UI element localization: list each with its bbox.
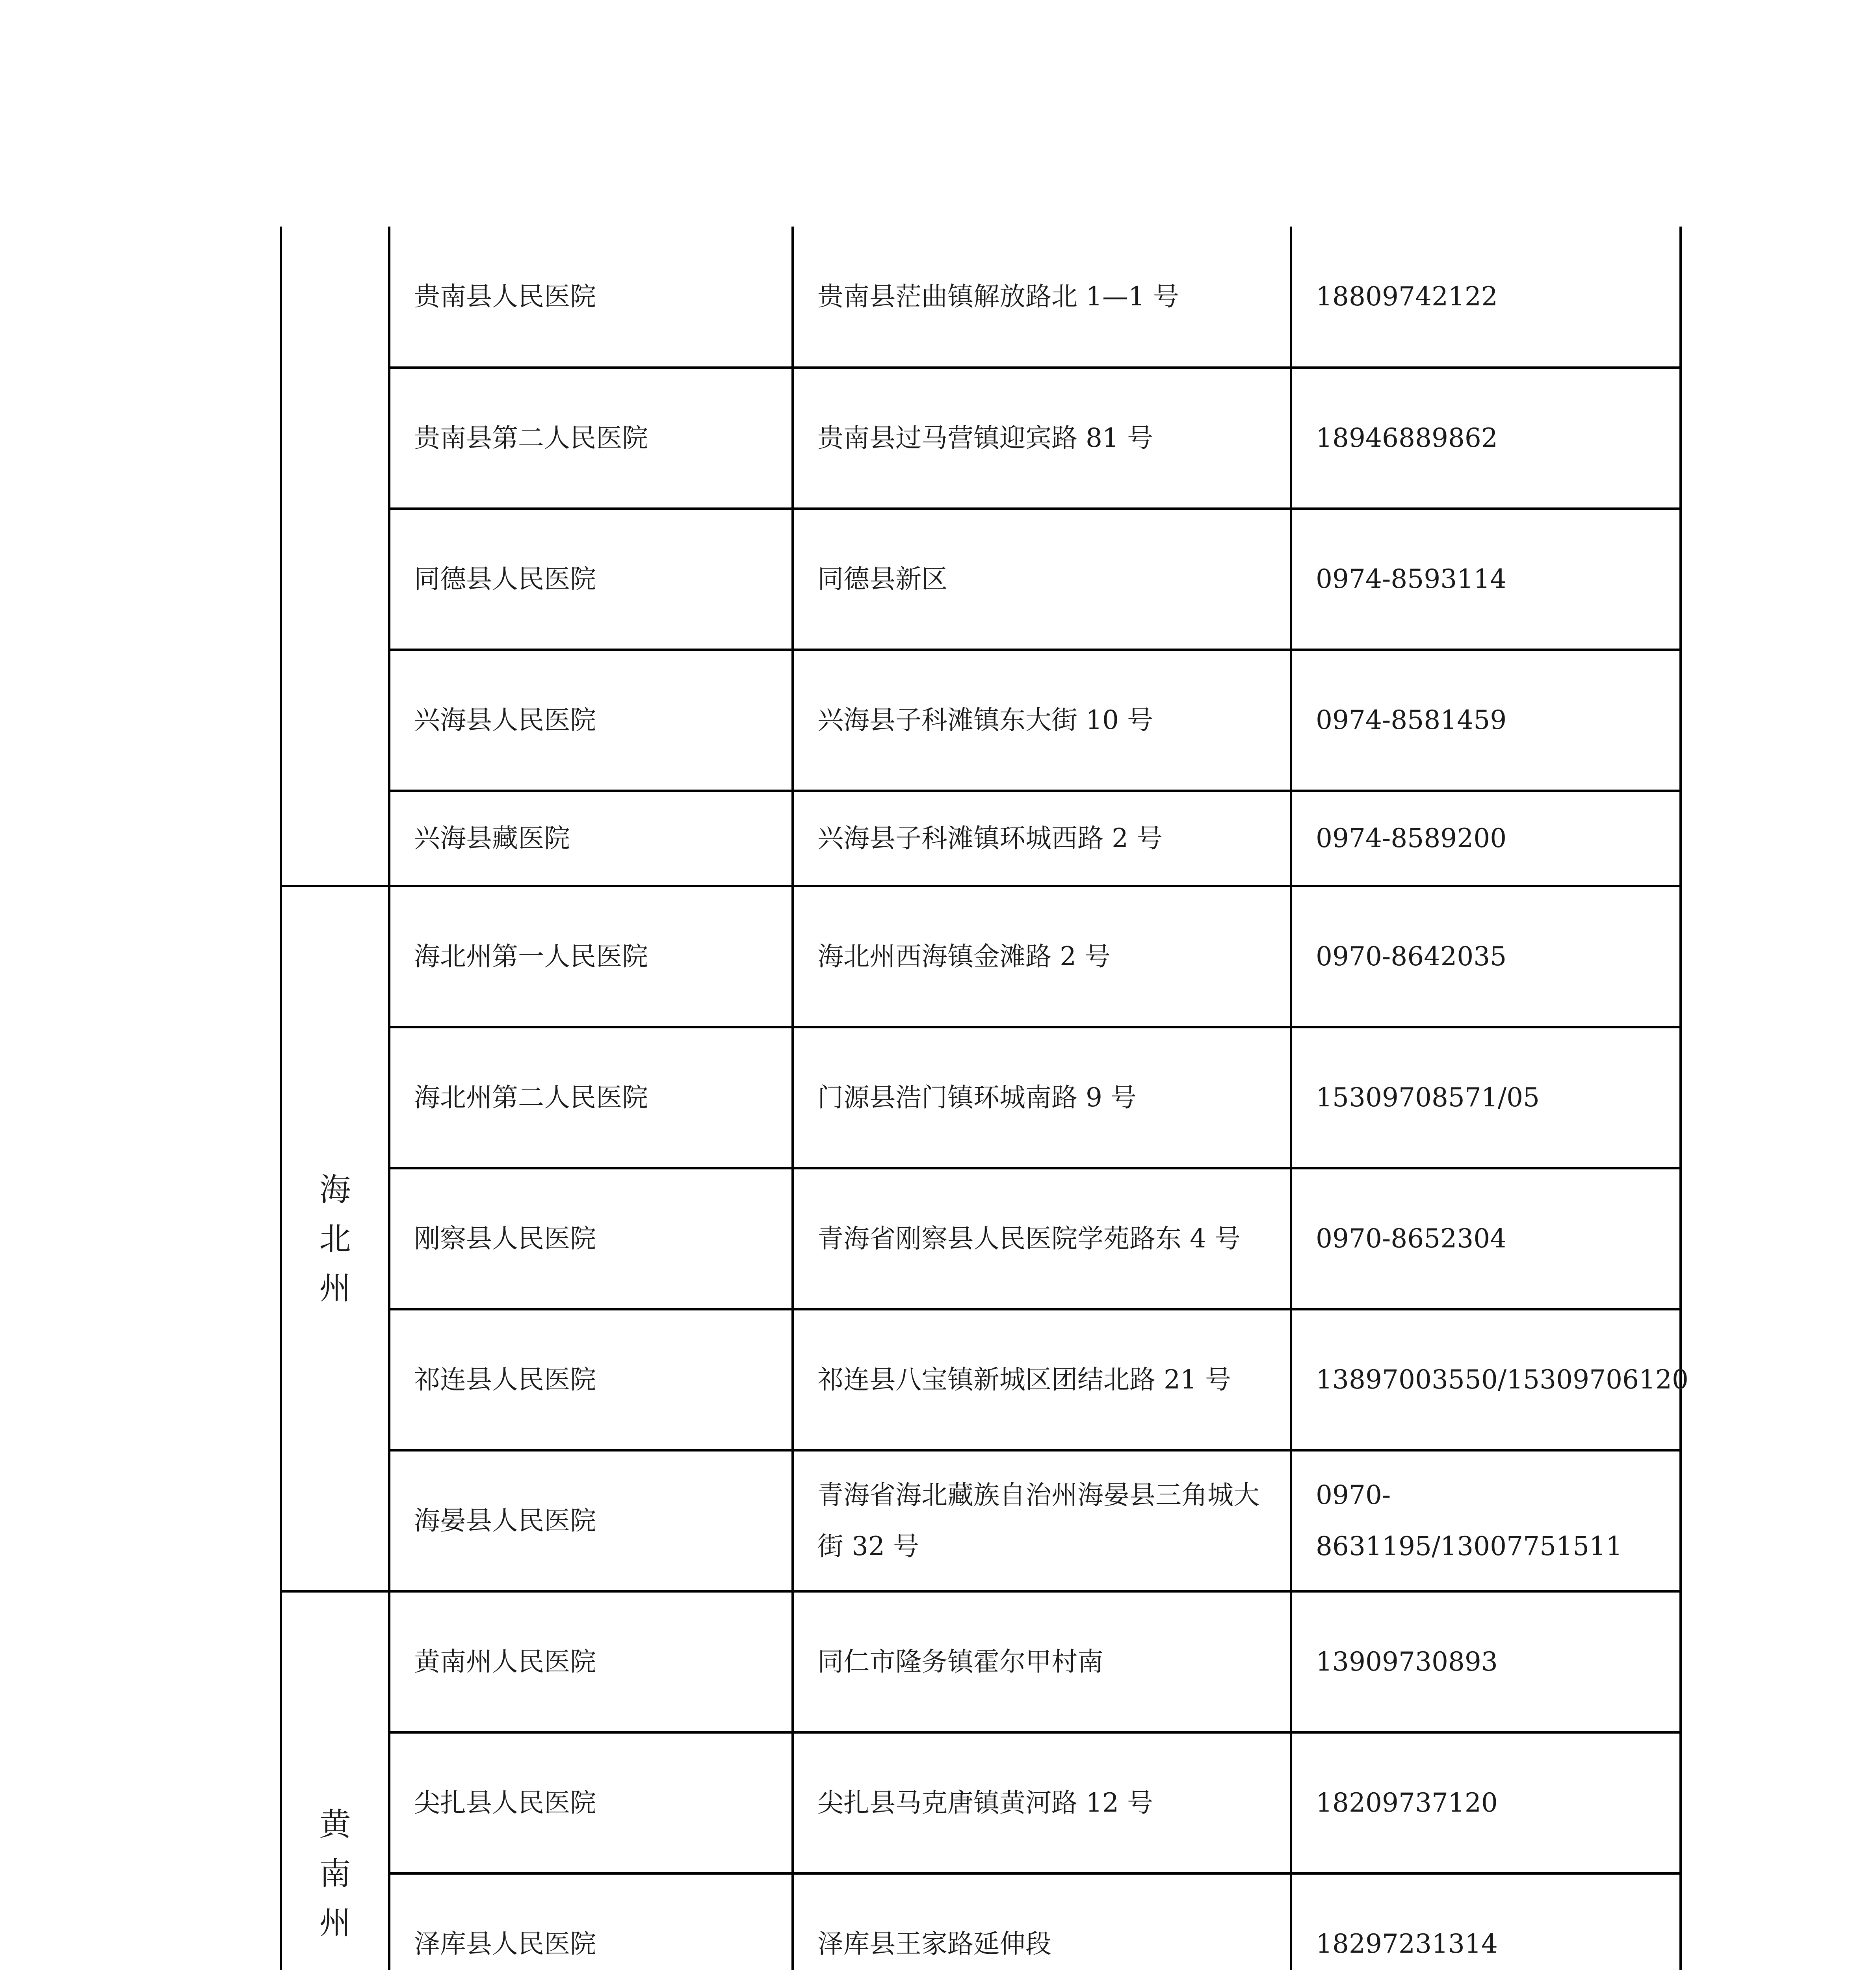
hospital-name-cell: 海北州第二人民医院 — [389, 1027, 793, 1168]
table-row — [281, 1309, 1681, 1450]
phone-cell: 18209737120 — [1291, 1732, 1681, 1873]
table-row — [281, 650, 1681, 791]
table-row — [281, 1168, 1681, 1309]
address-cell: 贵南县茫曲镇解放路北 1—1 号 — [793, 227, 1291, 368]
address-cell: 贵南县过马营镇迎宾路 81 号 — [793, 368, 1291, 509]
phone-cell: 18297231314 — [1291, 1873, 1681, 1970]
hospital-name-cell: 刚察县人民医院 — [389, 1168, 793, 1309]
table-row — [281, 1027, 1681, 1168]
hospital-name-cell: 兴海县人民医院 — [389, 650, 793, 791]
address-cell: 同仁市隆务镇霍尔甲村南 — [793, 1591, 1291, 1732]
phone-cell: 0970-8642035 — [1291, 886, 1681, 1027]
region-label: 海北州 — [319, 1171, 351, 1307]
address-cell: 海北州西海镇金滩路 2 号 — [793, 886, 1291, 1027]
table-row — [281, 1873, 1681, 1970]
phone-cell: 18946889862 — [1291, 368, 1681, 509]
region-cell — [281, 886, 389, 1591]
table-row — [281, 1591, 1681, 1732]
hospital-name-cell: 泽库县人民医院 — [389, 1873, 793, 1970]
address-cell: 青海省海北藏族自治州海晏县三角城大街 32 号 — [793, 1450, 1291, 1591]
phone-cell: 13897003550/15309706120 — [1291, 1309, 1681, 1450]
hospital-name-cell: 黄南州人民医院 — [389, 1591, 793, 1732]
region-cell — [281, 227, 389, 886]
address-cell: 兴海县子科滩镇环城西路 2 号 — [793, 791, 1291, 886]
table-row — [281, 886, 1681, 1027]
hospital-name-cell: 祁连县人民医院 — [389, 1309, 793, 1450]
hospital-name-cell: 尖扎县人民医院 — [389, 1732, 793, 1873]
address-cell: 祁连县八宝镇新城区团结北路 21 号 — [793, 1309, 1291, 1450]
table-row — [281, 227, 1681, 368]
phone-cell: 13909730893 — [1291, 1591, 1681, 1732]
hospital-name-cell: 同德县人民医院 — [389, 509, 793, 650]
address-cell: 兴海县子科滩镇东大街 10 号 — [793, 650, 1291, 791]
table-row — [281, 791, 1681, 886]
phone-cell: 0970-8631195/13007751511 — [1291, 1450, 1681, 1591]
region-label: 黄南州 — [319, 1806, 351, 1941]
table-row — [281, 1732, 1681, 1873]
hospital-name-cell: 海晏县人民医院 — [389, 1450, 793, 1591]
phone-cell: 15309708571/05 — [1291, 1027, 1681, 1168]
region-cell — [281, 1591, 389, 1970]
phone-cell: 0974-8581459 — [1291, 650, 1681, 791]
table-row — [281, 1450, 1681, 1591]
address-cell: 门源县浩门镇环城南路 9 号 — [793, 1027, 1291, 1168]
address-cell: 尖扎县马克唐镇黄河路 12 号 — [793, 1732, 1291, 1873]
address-cell: 泽库县王家路延伸段 — [793, 1873, 1291, 1970]
table-row — [281, 509, 1681, 650]
hospital-name-cell: 海北州第一人民医院 — [389, 886, 793, 1027]
hospital-table-container — [280, 227, 1689, 1970]
hospital-name-cell: 贵南县第二人民医院 — [389, 368, 793, 509]
address-cell: 青海省刚察县人民医院学苑路东 4 号 — [793, 1168, 1291, 1309]
phone-cell: 0974-8593114 — [1291, 509, 1681, 650]
hospital-name-cell: 贵南县人民医院 — [389, 227, 793, 368]
table-row — [281, 368, 1681, 509]
phone-cell: 0970-8652304 — [1291, 1168, 1681, 1309]
phone-cell: 18809742122 — [1291, 227, 1681, 368]
phone-cell: 0974-8589200 — [1291, 791, 1681, 886]
hospital-table — [280, 227, 1689, 1970]
hospital-name-cell: 兴海县藏医院 — [389, 791, 793, 886]
address-cell: 同德县新区 — [793, 509, 1291, 650]
